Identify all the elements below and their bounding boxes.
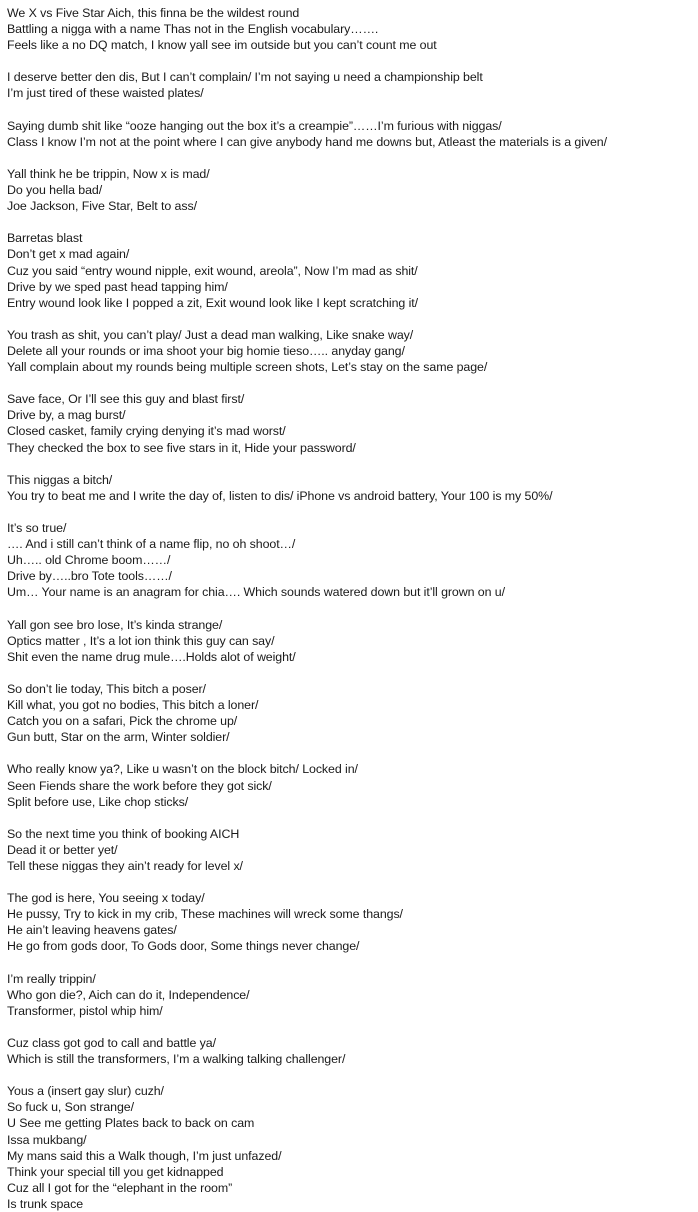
lyric-line: We X vs Five Star Aich, this finna be the wildest round — [7, 6, 300, 20]
lyric-line: Joe Jackson, Five Star, Belt to ass/ — [7, 199, 197, 214]
lyric-line: Drive by…..bro Tote tools……/ — [7, 569, 172, 584]
stanza — [7, 166, 696, 214]
lyric-line: Optics matter , It’s a lot ion think this guy can say/ — [7, 633, 275, 648]
lyric-line: Cuz all I got for the “elephant in the room” — [7, 1180, 233, 1195]
stanza — [7, 826, 696, 874]
lyric-line: So don’t lie today, This bitch a poser/ — [7, 681, 206, 696]
lyric-line: Think your special till you get kidnapped — [7, 1164, 224, 1179]
lyric-line: This niggas a bitch/ — [7, 472, 113, 487]
lyric-line: Yall complain about my rounds being multiple screen shots, Let’s stay on the same page/ — [7, 360, 488, 375]
stanza — [7, 472, 696, 504]
lyric-line: Who gon die?, Aich can do it, Independence/ — [7, 987, 250, 1002]
lyric-line: I deserve better den dis, But I can’t complain/ I’m not saying u need a championship belt — [7, 70, 483, 85]
stanza — [7, 617, 696, 665]
stanza — [7, 1083, 696, 1212]
lyric-line: They checked the box to see five stars in it, Hide your password/ — [7, 440, 356, 455]
lyric-line: Dead it or better yet/ — [7, 842, 118, 857]
lyric-line: Drive by, a mag burst/ — [7, 408, 126, 423]
lyric-line: Yall gon see bro lose, It’s kinda strange/ — [7, 617, 223, 632]
lyric-line: Tell these niggas they ain’t ready for level x/ — [7, 858, 243, 873]
lyric-line: You try to beat me and I write the day of, listen to dis/ iPhone vs android battery, Your 100 is my 50%/ — [7, 488, 553, 503]
stanza — [7, 890, 696, 954]
lyric-line: Cuz class got god to call and battle ya/ — [7, 1036, 216, 1050]
lyric-line: I’m just tired of these waisted plates/ — [7, 86, 204, 101]
lyric-line: Closed casket, family crying denying it’s mad worst/ — [7, 424, 286, 439]
lyric-line: Cuz you said “entry wound nipple, exit wound, areola”, Now I’m mad as shit/ — [7, 263, 418, 278]
stanza — [7, 971, 696, 1019]
lyric-line: Drive by we sped past head tapping him/ — [7, 279, 228, 294]
lyric-line: …. And i still can’t think of a name flip, no oh shoot…/ — [7, 537, 296, 552]
lyric-line: So the next time you think of booking AICH — [7, 826, 240, 841]
lyric-line: The god is here, You seeing x today/ — [7, 891, 205, 906]
lyric-line: Battling a nigga with a name Thas not in the English vocabulary……. — [7, 22, 379, 37]
lyric-line: I’m really trippin/ — [7, 971, 96, 986]
lyric-line: He pussy, Try to kick in my crib, These machines will wreck some thangs/ — [7, 907, 403, 922]
lyric-line: Yall think he be trippin, Now x is mad/ — [7, 166, 210, 181]
lyric-line: Don’t get x mad again/ — [7, 247, 130, 262]
stanza — [7, 118, 696, 150]
lyric-line: Feels like a no DQ match, I know yall see im outside but you can’t count me out — [7, 38, 437, 53]
lyric-line: Is trunk space — [7, 1196, 84, 1211]
lyric-line: Do you hella bad/ — [7, 183, 103, 198]
lyric-line: Barretas blast — [7, 231, 83, 246]
lyrics-document — [7, 5, 696, 1212]
lyric-line: Catch you on a safari, Pick the chrome up/ — [7, 714, 238, 729]
stanza — [7, 69, 696, 101]
lyric-line: Entry wound look like I popped a zit, Exit wound look like I kept scratching it/ — [7, 295, 418, 310]
lyric-line: Who really know ya?, Like u wasn’t on the block bitch/ Locked in/ — [7, 762, 358, 777]
lyric-line: He go from gods door, To Gods door, Some things never change/ — [7, 939, 360, 954]
stanza — [7, 230, 696, 310]
lyric-line: Transformer, pistol whip him/ — [7, 1003, 163, 1018]
stanza — [7, 761, 696, 809]
lyric-line: Yous a (insert gay slur) cuzh/ — [7, 1084, 164, 1099]
lyric-line: Save face, Or I’ll see this guy and blast first/ — [7, 392, 245, 407]
lyric-line: Saying dumb shit like “ooze hanging out the box it’s a creampie”……I’m furious with niggas/ — [7, 118, 502, 133]
lyric-line: Um… Your name is an anagram for chia…. Which sounds watered down but it’ll grown on u/ — [7, 585, 505, 600]
stanza — [7, 327, 696, 375]
lyric-line: My mans said this a Walk though, I’m just unfazed/ — [7, 1148, 282, 1163]
lyric-line: Uh….. old Chrome boom……/ — [7, 553, 171, 568]
lyric-line: Seen Fiends share the work before they got sick/ — [7, 778, 272, 793]
lyric-line: It’s so true/ — [7, 521, 67, 535]
lyric-line: U See me getting Plates back to back on cam — [7, 1116, 255, 1131]
lyric-line: You trash as shit, you can’t play/ Just a dead man walking, Like snake way/ — [7, 327, 414, 342]
lyric-line: Class I know I’m not at the point where I can give anybody hand me downs but, Atleast the materials is a given/ — [7, 134, 607, 149]
lyric-line: So fuck u, Son strange/ — [7, 1100, 134, 1115]
stanza — [7, 520, 696, 600]
lyric-line: Issa mukbang/ — [7, 1132, 87, 1147]
lyric-line: Delete all your rounds or ima shoot your big homie tieso….. anyday gang/ — [7, 343, 405, 358]
lyric-line: Shit even the name drug mule….Holds alot of weight/ — [7, 649, 296, 664]
lyric-line: Gun butt, Star on the arm, Winter soldier/ — [7, 730, 230, 745]
lyric-line: Split before use, Like chop sticks/ — [7, 794, 189, 809]
lyric-line: He ain’t leaving heavens gates/ — [7, 923, 177, 938]
stanza — [7, 391, 696, 455]
lyric-line: Kill what, you got no bodies, This bitch a loner/ — [7, 698, 259, 713]
lyric-line: Which is still the transformers, I’m a walking talking challenger/ — [7, 1052, 346, 1067]
stanza — [7, 681, 696, 745]
stanza — [7, 1035, 696, 1067]
stanza — [7, 5, 696, 53]
